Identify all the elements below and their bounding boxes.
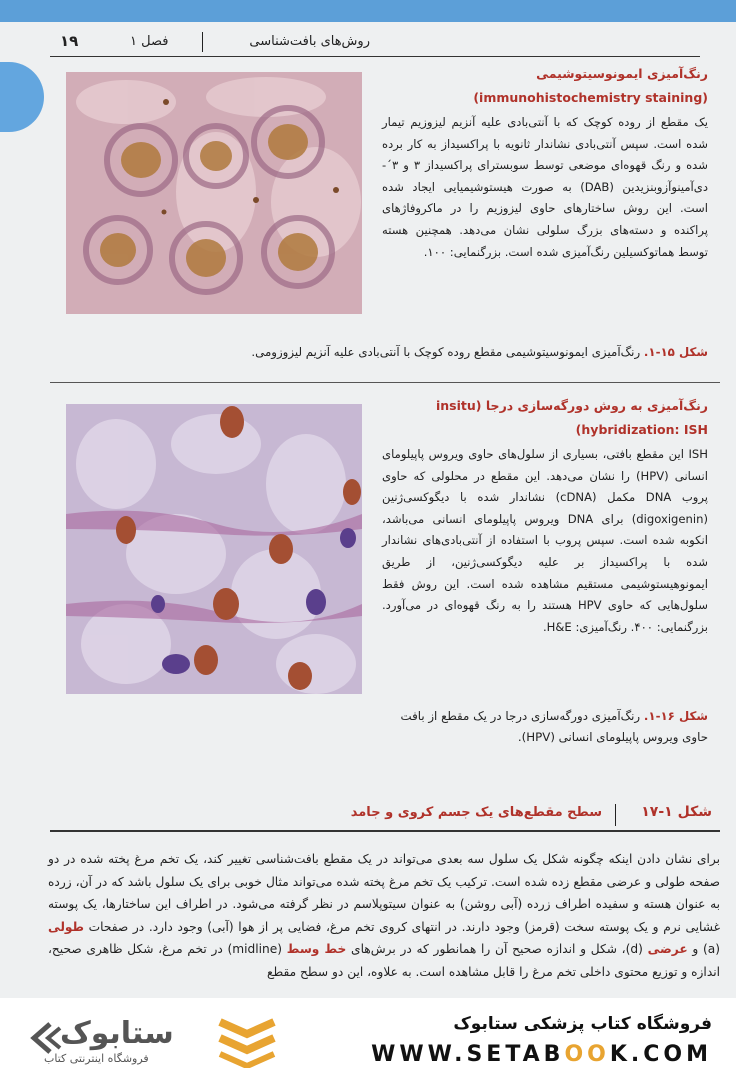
logo-text: ستابوک	[60, 1016, 174, 1051]
url-o2: O	[587, 1042, 610, 1067]
figure17-number: شکل ۱-۱۷	[641, 804, 712, 820]
figure17-rule	[50, 830, 720, 832]
top-color-band	[0, 0, 736, 22]
figure15-caption	[48, 342, 708, 363]
figure17-title: سطح مقطع‌های یک جسم کروی و جامد	[350, 805, 602, 820]
keyword-longitudinal: طولی	[48, 919, 85, 934]
section1-title: رنگ‌آمیزی ایمونوسیتوشیمی (immunohistochemistry staining)	[473, 66, 708, 105]
section-divider	[50, 382, 720, 383]
shop-url[interactable]	[371, 1042, 712, 1067]
figure17-separator	[615, 804, 617, 826]
url-o1: O	[564, 1042, 588, 1067]
url-suffix: K.COM	[609, 1042, 712, 1067]
header-title: روش‌های بافت‌شناسی	[249, 34, 370, 49]
figure16-label: شکل ۱۶-۱.	[643, 709, 708, 723]
chapter-side-tab	[0, 62, 44, 132]
keyword-midline: خط وسط	[286, 942, 347, 957]
section2-body: ISH این مقطع بافتی، بسیاری از سلول‌های حاوی ویروس پاپیلومای انسانی (HPV) را نشان می‌دهد. این مقطع در محلولی که حاوی پروب DNA مکمل (cDNA) نشاندار شده با دیگوکسی‌ژنین (digoxigenin) برای DNA ویروس پاپیلومای انسانی می‌باشد، انکوبه شده است. سپس پروب با استفاده از آنتی‌بادی‌های نشاندار شده با پراکسیداز بر علیه دیگوکسی‌ژنین، از طریق ایمونوهیستوشیمی مستقیم مشاهده شده است. این روش فقط سلول‌هایی که حاوی HPV هستند را به رنگ قهوه‌ای در می‌آورد. بزرگنمایی: ۴۰۰. رنگ‌آمیزی: H&E.	[382, 447, 709, 634]
main-paragraph	[48, 848, 720, 984]
url-prefix: WWW.SETAB	[371, 1042, 565, 1067]
store-footer	[0, 998, 736, 1080]
header-chapter: فصل ۱	[130, 34, 169, 49]
main-text-part4: (midline) در تخم مرغ، شکل ظاهری صحیح، اندازه و توزیع محتوی داخلی تخم مرغ را قابل مشاهده است. به علاوه، این دو سطح مقطع	[48, 942, 720, 979]
main-text-part2: (a) و	[687, 942, 720, 957]
keyword-cross: عرضی	[647, 942, 688, 957]
ihc-micrograph	[66, 72, 362, 314]
figure15-text: رنگ‌آمیزی ایمونوسیتوشیمی مقطع روده کوچک با آنتی‌بادی علیه آنزیم لیزوزومی.	[251, 345, 641, 359]
section1-body: یک مقطع از روده کوچک که با آنتی‌بادی علیه آنزیم لیزوزیم تیمار شده است. سپس آنتی‌بادی نشاندار ثانویه با پراکسیداز به کار برده شده و رنگ قهوه‌ای موضعی توسط سوبسترای پراکسیداز ۳ و ۳´-دی‌آمینوآزوبنزیدین (DAB) به صورت هیستوشیمیایی ایجاد شده است. این روش ساختارهای حاوی لیزوزیم را در ماکروفاژهای پراکنده و دسته‌های بزرگ سلولی نشان می‌دهد. همچنین هسته توسط هماتوکسیلین رنگ‌آمیزی شده است. بزرگنمایی: ۱۰۰.	[382, 115, 708, 259]
figure17-heading	[350, 798, 720, 832]
main-text-part3: (d)، شکل و اندازه صحیح آن را همانطور که در برش‌های	[346, 942, 648, 957]
header-separator	[202, 32, 203, 52]
page-number: ۱۹	[60, 32, 79, 50]
shop-title: فروشگاه کتاب پزشکی ستابوک	[453, 1014, 712, 1034]
book-stack-icon	[212, 1012, 282, 1068]
setabook-logo[interactable]	[26, 1012, 276, 1068]
running-header	[50, 30, 700, 57]
figure16-text: رنگ‌آمیزی دورگه‌سازی درجا در یک مقطع از بافت حاوی ویروس پاپیلومای انسانی (HPV).	[400, 709, 708, 744]
figure16-caption	[382, 706, 708, 748]
logo-subtitle: فروشگاه اینترنتی کتاب	[44, 1052, 149, 1065]
section2-title: رنگ‌آمیزی به روش دورگه‌سازی درجا (insitu hybridization: ISH)	[436, 398, 708, 437]
figure15-label: شکل ۱۵-۱.	[643, 345, 708, 359]
main-text-part1: برای نشان دادن اینکه چگونه شکل یک سلول سه بعدی می‌تواند در یک مقطع بافت‌شناسی تغییر کند، یک تخم مرغ پخته شده در دو صفحه طولی و عرضی مقطع زده شده است. ترکیب یک تخم مرغ پخته شده می‌تواند مثال خوبی برای یک سلول باشد که در آن، زرده به عنوان هسته و سفیده اطراف زرده (آبی روشن) به عنوان سیتوپلاسم در نظر گرفته می‌شود. در اطراف این ساختارها، یک پوسته غشایی نرم و یک پوسته سخت (قرمز) وجود دارند. در انتهای کروی تخم مرغ، فضایی پر از هوا (آبی) وجود دارد. در صفحات	[48, 852, 720, 934]
ish-micrograph	[66, 404, 362, 694]
